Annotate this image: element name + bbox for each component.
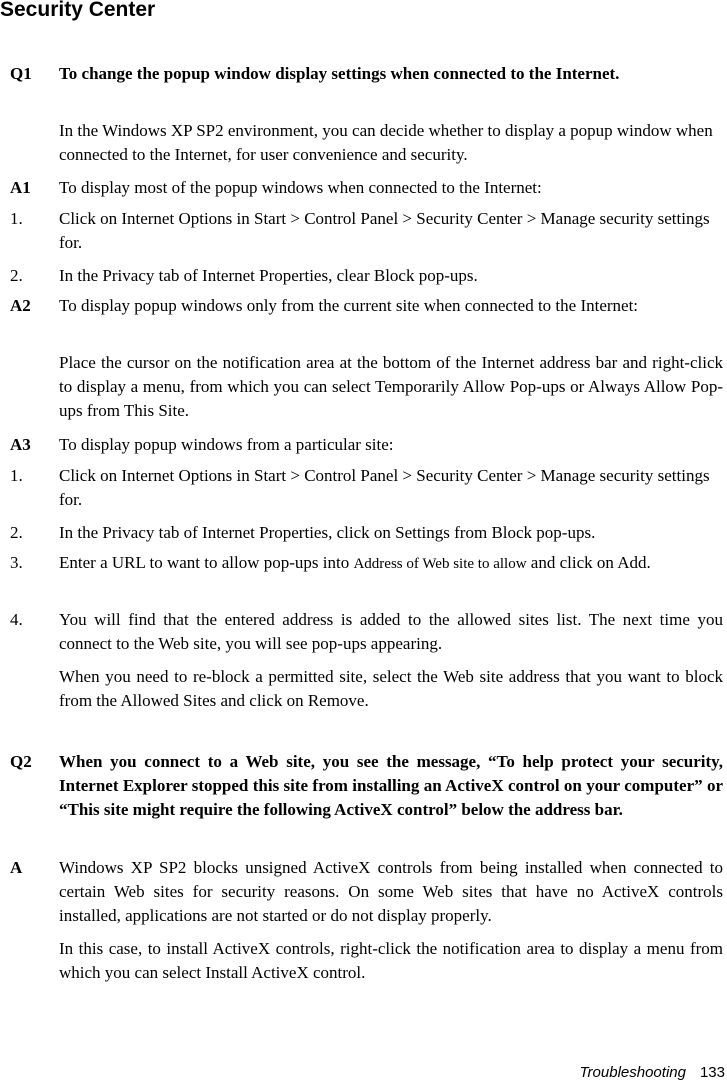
q2-question: When you connect to a Web site, you see the message, “To help protect your security, Internet Explorer stopped this site from installing an ActiveX control on your computer” or “This site might require the following ActiveX control” below the address bar. <box>59 752 723 819</box>
a3-step-4-number: 4. <box>10 610 23 629</box>
q2-answer-detail: In this case, to install ActiveX controls, right-click the notification area to display a menu from which you can select Install ActiveX control. <box>59 939 723 982</box>
a3-text: To display popup windows from a particular site: <box>59 435 394 454</box>
a1-label: A1 <box>10 178 31 197</box>
q1-intro: In the Windows XP SP2 environment, you can decide whether to display a popup window when connected to the Internet, for user convenience and security. <box>59 121 713 164</box>
page-number: 133 <box>699 1064 725 1081</box>
a3-step-2-text: In the Privacy tab of Internet Properties, click on Settings from Block pop-ups. <box>59 523 596 542</box>
page-footer <box>560 1064 725 1081</box>
a2-text: To display popup windows only from the current site when connected to the Internet: <box>59 296 639 315</box>
a1-step-1-number: 1. <box>10 209 23 228</box>
footer-chapter: Troubleshooting <box>579 1064 686 1081</box>
section-title: Security Center <box>0 0 156 21</box>
a3-step-3-text <box>59 551 723 576</box>
a3-step-1-number: 1. <box>10 466 23 485</box>
a1-text: To display most of the popup windows when connected to the Internet: <box>59 178 542 197</box>
a2-detail: Place the cursor on the notification area at the bottom of the Internet address bar and right-click to display a menu, from which you can select Temporarily Allow Pop-ups or Always Allow Pop-ups from This Site. <box>59 353 723 420</box>
a3-step-1-text: Click on Internet Options in Start > Control Panel > Security Center > Manage security settings for. <box>59 466 710 509</box>
q2-answer: Windows XP SP2 blocks unsigned ActiveX controls from being installed when connected to certain Web sites for security reasons. On some Web sites that have no ActiveX controls installed, applications are not started or do not display properly. <box>59 858 723 925</box>
q2-label: Q2 <box>10 752 32 771</box>
a3-step-3-number: 3. <box>10 553 23 572</box>
a1-step-2-number: 2. <box>10 266 23 285</box>
a1-step-2-text: In the Privacy tab of Internet Properties, clear Block pop-ups. <box>59 266 478 285</box>
a3-step-4-text: You will find that the entered address is added to the allowed sites list. The next time you connect to the Web site, you will see pop-ups appearing. <box>59 610 723 653</box>
a1-step-1-text: Click on Internet Options in Start > Control Panel > Security Center > Manage security settings for. <box>59 209 710 252</box>
a3-note: When you need to re-block a permitted site, select the Web site address that you want to block from the Allowed Sites and click on Remove. <box>59 667 723 710</box>
a3-step-3-pre: Enter a URL to want to allow pop-ups into <box>59 553 354 572</box>
a3-label: A3 <box>10 435 31 454</box>
q1-question: To change the popup window display settings when connected to the Internet. <box>59 64 620 83</box>
a3-step-2-number: 2. <box>10 523 23 542</box>
a3-step-3-post: and click on Add. <box>526 553 651 572</box>
q1-label: Q1 <box>10 64 32 83</box>
q2-answer-label: A <box>10 858 23 877</box>
a3-step-3-field-name: Address of Web site to allow <box>353 556 527 572</box>
a2-label: A2 <box>10 296 31 315</box>
